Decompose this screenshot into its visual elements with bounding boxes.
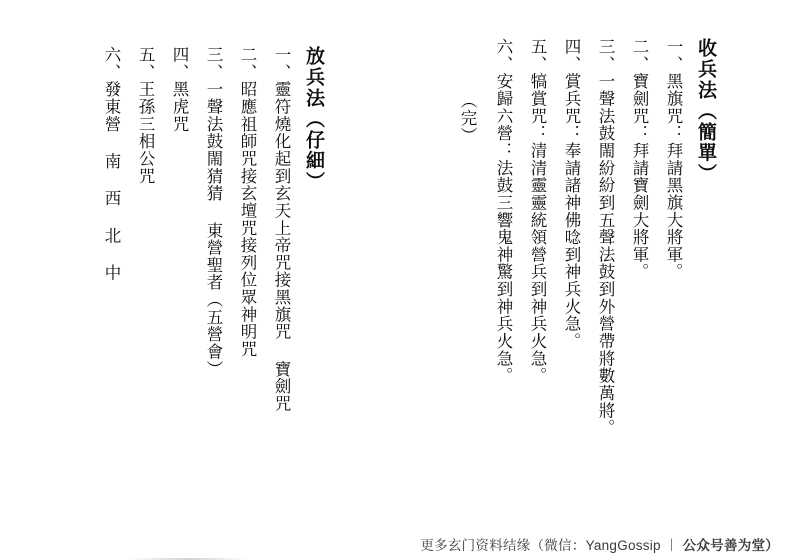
list-item: 一、黑旗咒：拜請黑旗大將軍。 xyxy=(664,38,683,281)
list-item: 四、賞兵咒：奉請諸神佛唸到神兵火急。 xyxy=(562,38,581,350)
list-item: 四、黑虎咒 xyxy=(170,46,189,133)
section-heading-fang-bing-fa: 放兵法（仔細） xyxy=(303,46,324,193)
footer-brand: 公众号善为堂） xyxy=(682,538,779,553)
list-item: 三、一聲法鼓閙猜猜 東營聖者（五營會） xyxy=(204,46,223,378)
footer-watermark xyxy=(0,534,793,554)
section-end-mark: （完） xyxy=(458,92,477,145)
footer-separator: 丨 xyxy=(664,538,679,553)
list-item: 六、發東營 南 西 北 中 xyxy=(102,46,121,282)
section-heading-shou-bing-fa: 收兵法（簡單） xyxy=(695,38,716,185)
list-item: 二、寶劍咒：拜請寶劍大將軍。 xyxy=(630,38,649,281)
list-item: 五、王孫三相公咒 xyxy=(136,46,155,185)
list-item: 六、安歸六營：法鼓三響鬼神驚到神兵火急。 xyxy=(494,38,513,385)
list-item: 二、昭應祖師咒接玄壇咒接列位眾神明咒 xyxy=(238,46,257,358)
list-item: 三、一聲法鼓閙紛紛到五聲法鼓到外營帶將數萬將。 xyxy=(596,38,615,437)
list-item: 五、犒賞咒：清清靈靈統領營兵到神兵火急。 xyxy=(528,38,547,385)
list-item: 一、靈符燒化起到玄天上帝咒接黑旗咒 寶劍咒 xyxy=(272,46,291,413)
footer-text: 更多玄门资料结缘（微信：YangGossip xyxy=(420,538,661,553)
